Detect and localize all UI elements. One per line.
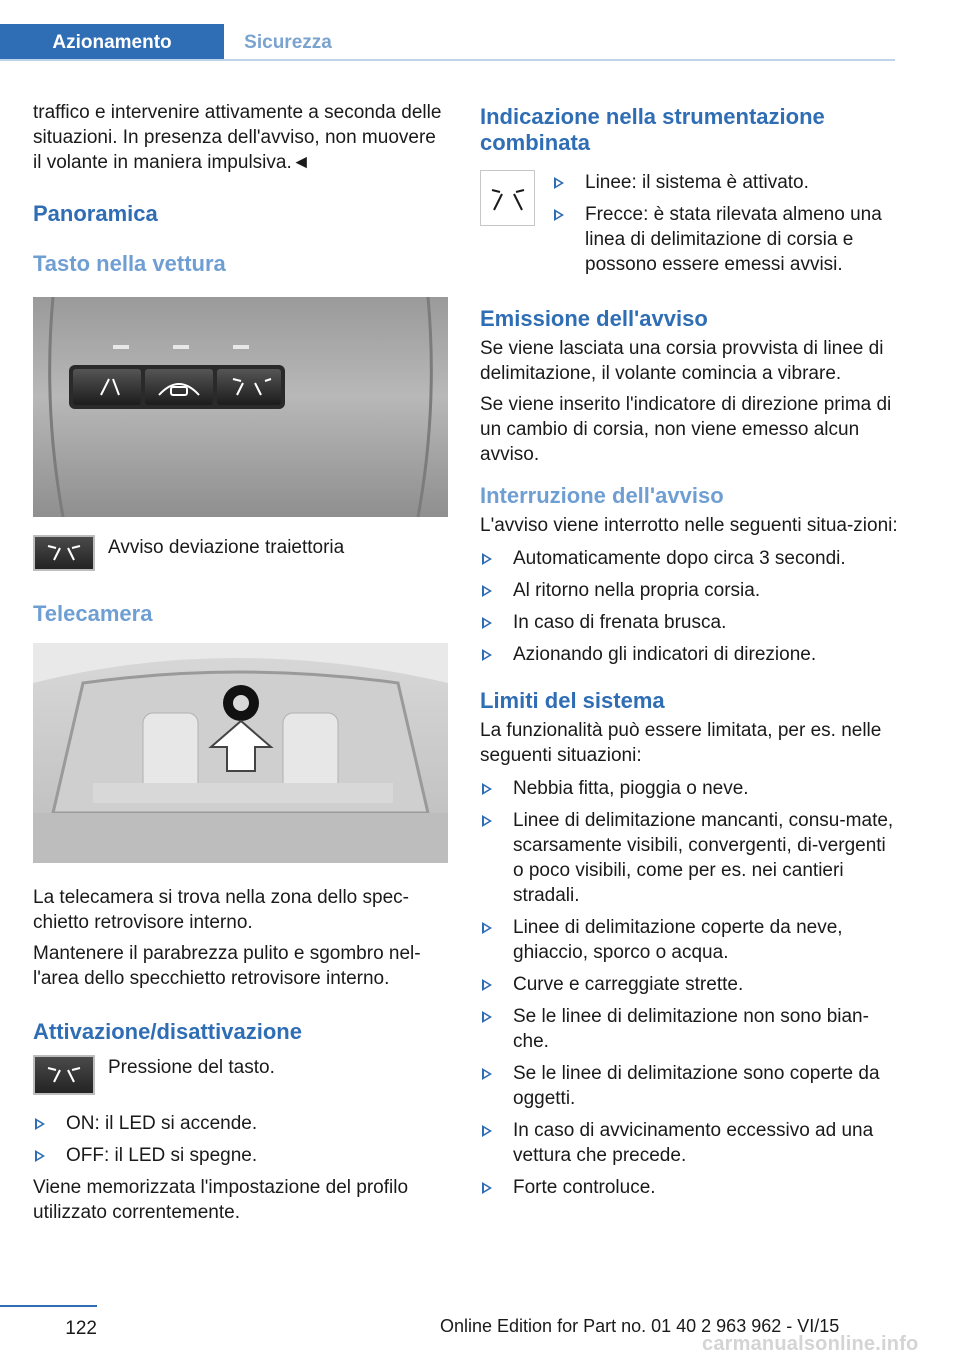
watermark: carmanualsonline.info <box>702 1333 919 1355</box>
list-item: Forte controluce. <box>480 1175 898 1200</box>
camera-paragraph-1: La telecamera si trova nella zona dello spec-chietto retrovisore interno. <box>33 887 409 933</box>
triangle-bullet-icon <box>482 649 492 661</box>
lane-lines-display-icon <box>480 170 535 226</box>
interrupt-paragraph: L'avviso viene interrotto nelle seguenti situa-zioni: <box>480 515 898 536</box>
heading-limits: Limiti del sistema <box>480 688 665 713</box>
lane-departure-button-icon <box>33 535 95 571</box>
page-number: 122 <box>65 1318 97 1339</box>
triangle-bullet-icon <box>482 979 492 991</box>
right-column <box>480 104 898 1207</box>
triangle-bullet-icon <box>482 585 492 597</box>
lane-departure-button-icon <box>33 1055 95 1095</box>
header-tabs <box>0 24 895 62</box>
button-caption: Avviso deviazione traiettoria <box>108 537 345 558</box>
warning-paragraph-1: Se viene lasciata una corsia provvista di linee di delimitazione, il volante comincia a vibrare. <box>480 338 884 384</box>
interrupt-list <box>480 546 898 667</box>
limits-list <box>480 776 898 1200</box>
list-item: Azionando gli indicatori di direzione. <box>480 642 898 667</box>
triangle-bullet-icon <box>482 1068 492 1080</box>
triangle-bullet-icon <box>482 1182 492 1194</box>
triangle-bullet-icon <box>35 1150 45 1162</box>
list-item: Linee di delimitazione mancanti, consu-mate, scarsamente visibili, convergenti, di-vergenti o poco visibili, come per es. nei cantieri stradali. <box>480 808 898 908</box>
triangle-bullet-icon <box>482 1011 492 1023</box>
heading-warning: Emissione dell'avviso <box>480 306 708 331</box>
list-item: Se le linee di delimitazione sono coperte da oggetti. <box>480 1061 898 1111</box>
display-row <box>480 170 898 284</box>
left-column <box>33 100 449 1225</box>
list-item: Curve e carreggiate strette. <box>480 972 898 997</box>
heading-camera: Telecamera <box>33 601 153 626</box>
list-item: Frecce: è stata rilevata almeno una linea di delimitazione di corsia e possono essere emessi avvisi. <box>552 202 898 277</box>
triangle-bullet-icon <box>482 553 492 565</box>
heading-instrument-display: Indicazione nella strumentazione combinata <box>480 104 825 155</box>
tab-sicurezza[interactable]: Sicurezza <box>244 31 332 53</box>
triangle-bullet-icon <box>482 617 492 629</box>
heading-activation: Attivazione/disattivazione <box>33 1019 302 1044</box>
intro-paragraph: traffico e intervenire attivamente a seconda delle situazioni. In presenza dell'avviso, non muovere il volante in maniera impulsiva.◄ <box>33 102 442 173</box>
list-item: Al ritorno nella propria corsia. <box>480 578 898 603</box>
heading-overview: Panoramica <box>33 201 158 226</box>
activation-list <box>33 1111 449 1168</box>
triangle-bullet-icon <box>482 783 492 795</box>
heading-interrupt: Interruzione dell'avviso <box>480 483 724 508</box>
camera-photo <box>33 643 448 863</box>
list-item: Nebbia fitta, pioggia o neve. <box>480 776 898 801</box>
display-list <box>552 170 898 284</box>
triangle-bullet-icon <box>554 209 564 221</box>
activation-icon-row <box>33 1055 449 1095</box>
triangle-bullet-icon <box>482 815 492 827</box>
camera-paragraph-2: Mantenere il parabrezza pulito e sgombro nel-l'area dello specchietto retrovisore interno. <box>33 943 421 989</box>
list-item: OFF: il LED si spegne. <box>33 1143 449 1168</box>
triangle-bullet-icon <box>482 1125 492 1137</box>
triangle-bullet-icon <box>482 922 492 934</box>
tab-azionamento[interactable]: Azionamento <box>0 24 224 61</box>
header-rule <box>0 59 895 61</box>
list-item: In caso di avvicinamento eccessivo ad una vettura che precede. <box>480 1118 898 1168</box>
footer-rule <box>0 1305 97 1307</box>
heading-button-in-car: Tasto nella vettura <box>33 251 226 276</box>
list-item: In caso di frenata brusca. <box>480 610 898 635</box>
list-item: Automaticamente dopo circa 3 secondi. <box>480 546 898 571</box>
list-item: Linee: il sistema è attivato. <box>552 170 898 195</box>
activation-note: Viene memorizzata l'impostazione del profilo utilizzato correntemente. <box>33 1177 409 1223</box>
activation-caption: Pressione del tasto. <box>108 1057 275 1078</box>
button-icon-row <box>33 535 449 571</box>
triangle-bullet-icon <box>554 177 564 189</box>
list-item: Linee di delimitazione coperte da neve, ghiaccio, sporco o acqua. <box>480 915 898 965</box>
list-item: Se le linee di delimitazione non sono bian-che. <box>480 1004 898 1054</box>
edition-text: Online Edition for Part no. 01 40 2 963 962 - VI/15 <box>440 1316 840 1336</box>
warning-paragraph-2: Se viene inserito l'indicatore di direzione prima di un cambio di corsia, non viene emesso alcun avviso. <box>480 394 892 465</box>
list-item: ON: il LED si accende. <box>33 1111 449 1136</box>
triangle-bullet-icon <box>35 1118 45 1130</box>
button-panel-photo <box>33 297 448 517</box>
limits-paragraph: La funzionalità può essere limitata, per es. nelle seguenti situazioni: <box>480 720 882 766</box>
